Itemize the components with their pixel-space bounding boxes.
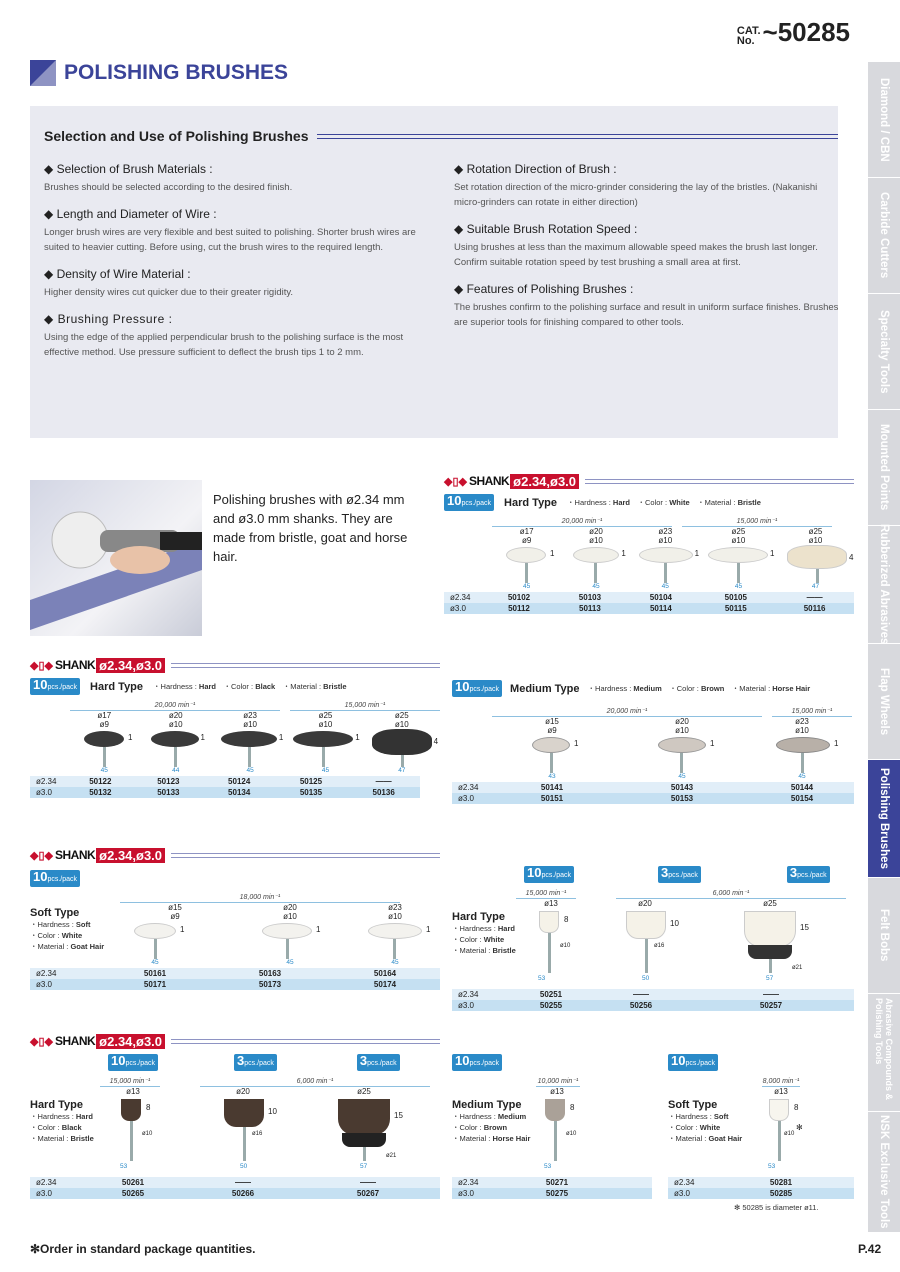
guide-section: ◆ Brushing Pressure : Using the edge of the applied perpendicular brush to the polishing surface is the most effective method. Use pressure sufficient to deflect the brush tips 1 to 2 mm. xyxy=(44,312,434,360)
code-row-234: ø2.34 50251 —— —— xyxy=(452,989,854,1000)
guide-right-column xyxy=(454,162,844,330)
diameter-note: ✻ 50285 is diameter ø11. xyxy=(734,1203,819,1212)
cup-item: ø25 15 ø21 57 xyxy=(334,1087,434,1177)
brush-item: ø25 ø10 4 47 xyxy=(364,711,440,774)
code-row-234: ø2.34 50141 50143 50144 xyxy=(452,782,854,793)
cup-row xyxy=(668,1087,854,1177)
brush-item: ø15 ø9 1 43 xyxy=(492,717,612,780)
code-row-234: ø2.34 50161 50163 50164 xyxy=(30,968,440,979)
section-white-hard: ◆▯◆ SHANK ø2.34,ø3.0 10pcs./pack Hard Type ・Hardness : Hard ・Color : White ・Material : Bristle 20,000 min⁻¹ 15,000 min⁻¹ ø17 ø9 1 45 ø20 ø10 1 45 ø23 ø10 1 45 ø25 ø10 1 45 ø25 ø10 4 47 ø2.34 50102 50103 50104 50105 —— ø3.0 50112 50113 50114 50115 50116 xyxy=(444,473,854,613)
section-cup-black: ◆▯◆ SHANK ø2.34,ø3.0 10pcs./pack 3pcs./pack 3pcs./pack 15,000 min⁻¹ 6,000 min⁻¹ Hard Type ・Hardness : Hard ・Color : Black ・Material : Bristle ø13 8 ø10 53 ø20 10 ø16 50 ø25 15 ø21 57 ø2.34 50261 —— —— ø3.0 50265 50266 50267 xyxy=(30,1032,440,1199)
hand-grinder-illustration xyxy=(30,480,202,636)
cup-item: ø13 8 ✻ ø10 53 xyxy=(768,1087,803,1170)
cup-spec: Soft Type ・Hardness : Soft ・Color : White ・Material : Goat Hair xyxy=(668,1099,743,1143)
tab-felt-bobs[interactable]: Felt Bobs xyxy=(868,878,900,994)
category-sidebar xyxy=(868,62,900,1232)
pack-badge: 10pcs./pack xyxy=(524,866,574,883)
pack-badge: 3pcs./pack xyxy=(234,1054,277,1071)
code-row-30: ø3.0 50112 50113 50114 50115 50116 xyxy=(444,603,854,614)
shank-icon: ◆▯◆ xyxy=(444,475,467,488)
tab-abrasive-compounds[interactable]: Abrasive Compounds & Polishing Tools xyxy=(868,994,900,1112)
page-title-block xyxy=(30,60,288,86)
intro-description: Polishing brushes with ø2.34 mm and ø3.0 mm shanks. They are made from bristle, goat and horse hair. xyxy=(213,492,408,564)
code-row-30: ø3.0 50171 50173 50174 xyxy=(30,979,440,990)
guide-left-column xyxy=(44,162,434,360)
code-row-30: ø3.0 50255 50256 50257 xyxy=(452,1000,854,1011)
brush-item: ø23 ø10 1 45 xyxy=(350,903,440,966)
brush-item: ø23 ø10 1 45 xyxy=(752,717,852,780)
brush-item: ø17 ø9 1 45 xyxy=(70,711,139,774)
pack-badge: 3pcs./pack xyxy=(357,1054,400,1071)
brush-item: ø20 ø10 1 44 xyxy=(139,711,213,774)
tab-carbide-cutters[interactable]: Carbide Cutters xyxy=(868,178,900,294)
brush-item: ø20 ø10 1 45 xyxy=(612,717,752,780)
code-row-30: ø3.0 50132 50133 50134 50135 50136 xyxy=(30,787,420,798)
code-row-234: ø2.34 50122 50123 50124 50125 —— xyxy=(30,776,420,787)
pack-badge: 10pcs./pack xyxy=(452,1054,502,1071)
page-number: P.42 xyxy=(858,1242,882,1256)
selection-guide-box xyxy=(30,106,838,438)
cup-spec: Hard Type ・Hardness : Hard ・Color : White ・Material : Bristle xyxy=(452,911,516,955)
cup-row xyxy=(30,1087,440,1177)
pack-badge: 10pcs./pack xyxy=(452,680,502,697)
brush-item: ø17 ø9 1 45 xyxy=(492,527,561,590)
brush-row xyxy=(30,711,440,774)
tab-mounted-points[interactable]: Mounted Points xyxy=(868,410,900,526)
pack-badge: 3pcs./pack xyxy=(658,866,701,883)
tab-polishing-brushes[interactable]: Polishing Brushes xyxy=(868,760,900,878)
cup-item: ø13 8 ø10 53 xyxy=(544,1087,577,1170)
catalog-number xyxy=(737,18,850,46)
section-cup-medium: 10pcs./pack 10,000 min⁻¹ Medium Type ・Hardness : Medium ・Color : Brown ・Material : Horse Hair ø13 8 ø10 53 ø2.34 50271 ø3.0 50275 xyxy=(452,1052,652,1199)
cup-item: ø20 10 ø16 50 xyxy=(218,1087,334,1177)
cup-row xyxy=(452,1087,652,1177)
code-row-234: ø2.34 50281 xyxy=(668,1177,854,1188)
brush-item: ø20 ø10 1 45 xyxy=(230,903,350,966)
brush-row xyxy=(444,527,854,590)
soft-row xyxy=(30,903,440,966)
cat-number: ~50285 xyxy=(762,17,850,47)
brush-item: ø20 ø10 1 45 xyxy=(561,527,630,590)
pack-badge: 10pcs./pack xyxy=(30,870,80,887)
brush-photo xyxy=(30,480,202,636)
cat-label: CAT. xyxy=(736,25,761,37)
section-cup-white: 10pcs./pack 3pcs./pack 3pcs./pack 15,000 min⁻¹ 6,000 min⁻¹ Hard Type ・Hardness : Hard ・Color : White ・Material : Bristle ø13 8 ø10 53 ø20 10 ø16 50 ø25 15 ø21 57 ø2.34 50251 —— —— ø3.0 50255 50256 50257 xyxy=(452,866,854,1011)
cup-item: ø20 10 ø16 50 xyxy=(620,899,740,989)
brush-item: ø25 ø10 4 47 xyxy=(777,527,854,590)
tab-diamond-cbn[interactable]: Diamond / CBN xyxy=(868,62,900,178)
code-row-30: ø3.0 50265 50266 50267 xyxy=(30,1188,440,1199)
cup-spec: Medium Type ・Hardness : Medium ・Color : Brown ・Material : Horse Hair xyxy=(452,1099,531,1143)
section-soft: ◆▯◆ SHANK ø2.34,ø3.0 10pcs./pack 18,000 min⁻¹ Soft Type ・Hardness : Soft ・Color : White ・Material : Goat Hair ø15 ø9 1 45 ø20 ø10 1 45 ø23 ø10 1 45 ø2.34 50161 50163 50164 ø3.0 50171 50173 50174 xyxy=(30,846,440,990)
guide-section: ◆ Density of Wire Material : Higher density wires cut quicker due to their greater rigidity. xyxy=(44,267,434,300)
code-row-30: ø3.0 50151 50153 50154 xyxy=(452,793,854,804)
shank-header: ◆▯◆ SHANK ø2.34,ø3.0 xyxy=(30,656,440,674)
section-cup-soft: 10pcs./pack 8,000 min⁻¹ Soft Type ・Hardness : Soft ・Color : White ・Material : Goat Hair ø13 8 ✻ ø10 53 ø2.34 50281 ø3.0 50285 ✻ 50285 is diameter ø11. xyxy=(668,1052,854,1212)
tab-rubberized-abrasives[interactable]: Rubberized Abrasives xyxy=(868,526,900,644)
pack-badge: 10pcs./pack xyxy=(108,1054,158,1071)
code-row-30: ø3.0 50285 xyxy=(668,1188,854,1199)
section-medium: 10pcs./pack Medium Type ・Hardness : Medium ・Color : Brown ・Material : Horse Hair 20,000 min⁻¹ 15,000 min⁻¹ ø15 ø9 1 43 ø20 ø10 1 45 ø23 ø10 1 45 ø2.34 50141 50143 50144 ø3.0 50151 50153 50154 xyxy=(452,680,854,804)
pack-badge: 10pcs./pack xyxy=(668,1054,718,1071)
brush-row xyxy=(452,717,854,780)
cup-item: ø13 8 ø10 53 xyxy=(120,1087,153,1170)
tab-flap-wheels[interactable]: Flap Wheels xyxy=(868,644,900,760)
brush-item: ø23 ø10 1 45 xyxy=(213,711,287,774)
tab-nsk-exclusive[interactable]: NSK Exclusive Tools xyxy=(878,1115,890,1229)
shank-header: ◆▯◆ SHANK ø2.34,ø3.0 xyxy=(30,1032,440,1050)
code-row-234: ø2.34 50261 —— —— xyxy=(30,1177,440,1188)
brush-item: ø25 ø10 1 45 xyxy=(287,711,363,774)
brush-item: ø15 ø9 1 45 xyxy=(120,903,230,966)
cup-spec: Hard Type ・Hardness : Hard ・Color : Black ・Material : Bristle xyxy=(30,1099,94,1143)
guide-section: ◆ Selection of Brush Materials : Brushes should be selected according to the desired finish. xyxy=(44,162,434,195)
page-title: POLISHING BRUSHES xyxy=(64,61,289,84)
guide-section: ◆ Features of Polishing Brushes : The brushes confirm to the polishing surface and result in uniform surface finishes. Brushes are superior tools for finishing compared to other tools. xyxy=(454,282,844,330)
section-black-hard: ◆▯◆ SHANK ø2.34,ø3.0 10pcs./pack Hard Type ・Hardness : Hard ・Color : Black ・Material : Bristle 20,000 min⁻¹ 15,000 min⁻¹ ø17 ø9 1 45 ø20 ø10 1 44 ø23 ø10 1 45 ø25 ø10 1 45 ø25 ø10 4 47 ø2.34 50122 50123 50124 50125 —— ø3.0 50132 50133 50134 50135 50136 xyxy=(30,657,439,797)
brush-item: ø23 ø10 1 45 xyxy=(631,527,700,590)
shank-header: ◆▯◆ SHANK ø2.34,ø3.0 xyxy=(30,846,440,864)
guide-section: ◆ Length and Diameter of Wire : Longer brush wires are very flexible and best suited to polishing. Shorter brush wires are suited to heavier cutting. Before using, cut the brush wires to the required length. xyxy=(44,207,434,255)
code-row-30: ø3.0 50275 xyxy=(452,1188,652,1199)
pack-badge: 10pcs./pack xyxy=(444,494,494,511)
guide-section: ◆ Rotation Direction of Brush : Set rotation direction of the micro-grinder considering the lay of the bristles. (Nakanishi micro-grinders can rotate in either direction) xyxy=(454,162,844,210)
code-row-234: ø2.34 50102 50103 50104 50105 —— xyxy=(444,592,854,603)
guide-section: ◆ Suitable Brush Rotation Speed : Using brushes at less than the maximum allowable speed makes the brush last longer. Confirm suitable rotation speed by test brushing a small area at first. xyxy=(454,222,844,270)
code-row-234: ø2.34 50271 xyxy=(452,1177,652,1188)
title-square-icon xyxy=(30,60,56,86)
shank-header: ◆▯◆ SHANK ø2.34,ø3.0 xyxy=(444,472,854,490)
no-label: No. xyxy=(736,35,755,47)
pack-badge: 10pcs./pack xyxy=(30,678,80,695)
tab-specialty-tools[interactable]: Specialty Tools xyxy=(868,294,900,410)
cup-item: ø13 8 ø10 53 xyxy=(538,899,571,982)
guide-heading: Selection and Use of Polishing Brushes xyxy=(44,128,838,144)
soft-spec: Soft Type ・Hardness : Soft ・Color : White ・Material : Goat Hair xyxy=(30,907,105,951)
cup-item: ø25 15 ø21 57 xyxy=(740,899,840,989)
brush-item: ø25 ø10 1 45 xyxy=(700,527,777,590)
cup-row xyxy=(452,899,854,989)
order-footnote: ✻Order in standard package quantities. xyxy=(30,1242,256,1256)
pack-badge: 3pcs./pack xyxy=(787,866,830,883)
